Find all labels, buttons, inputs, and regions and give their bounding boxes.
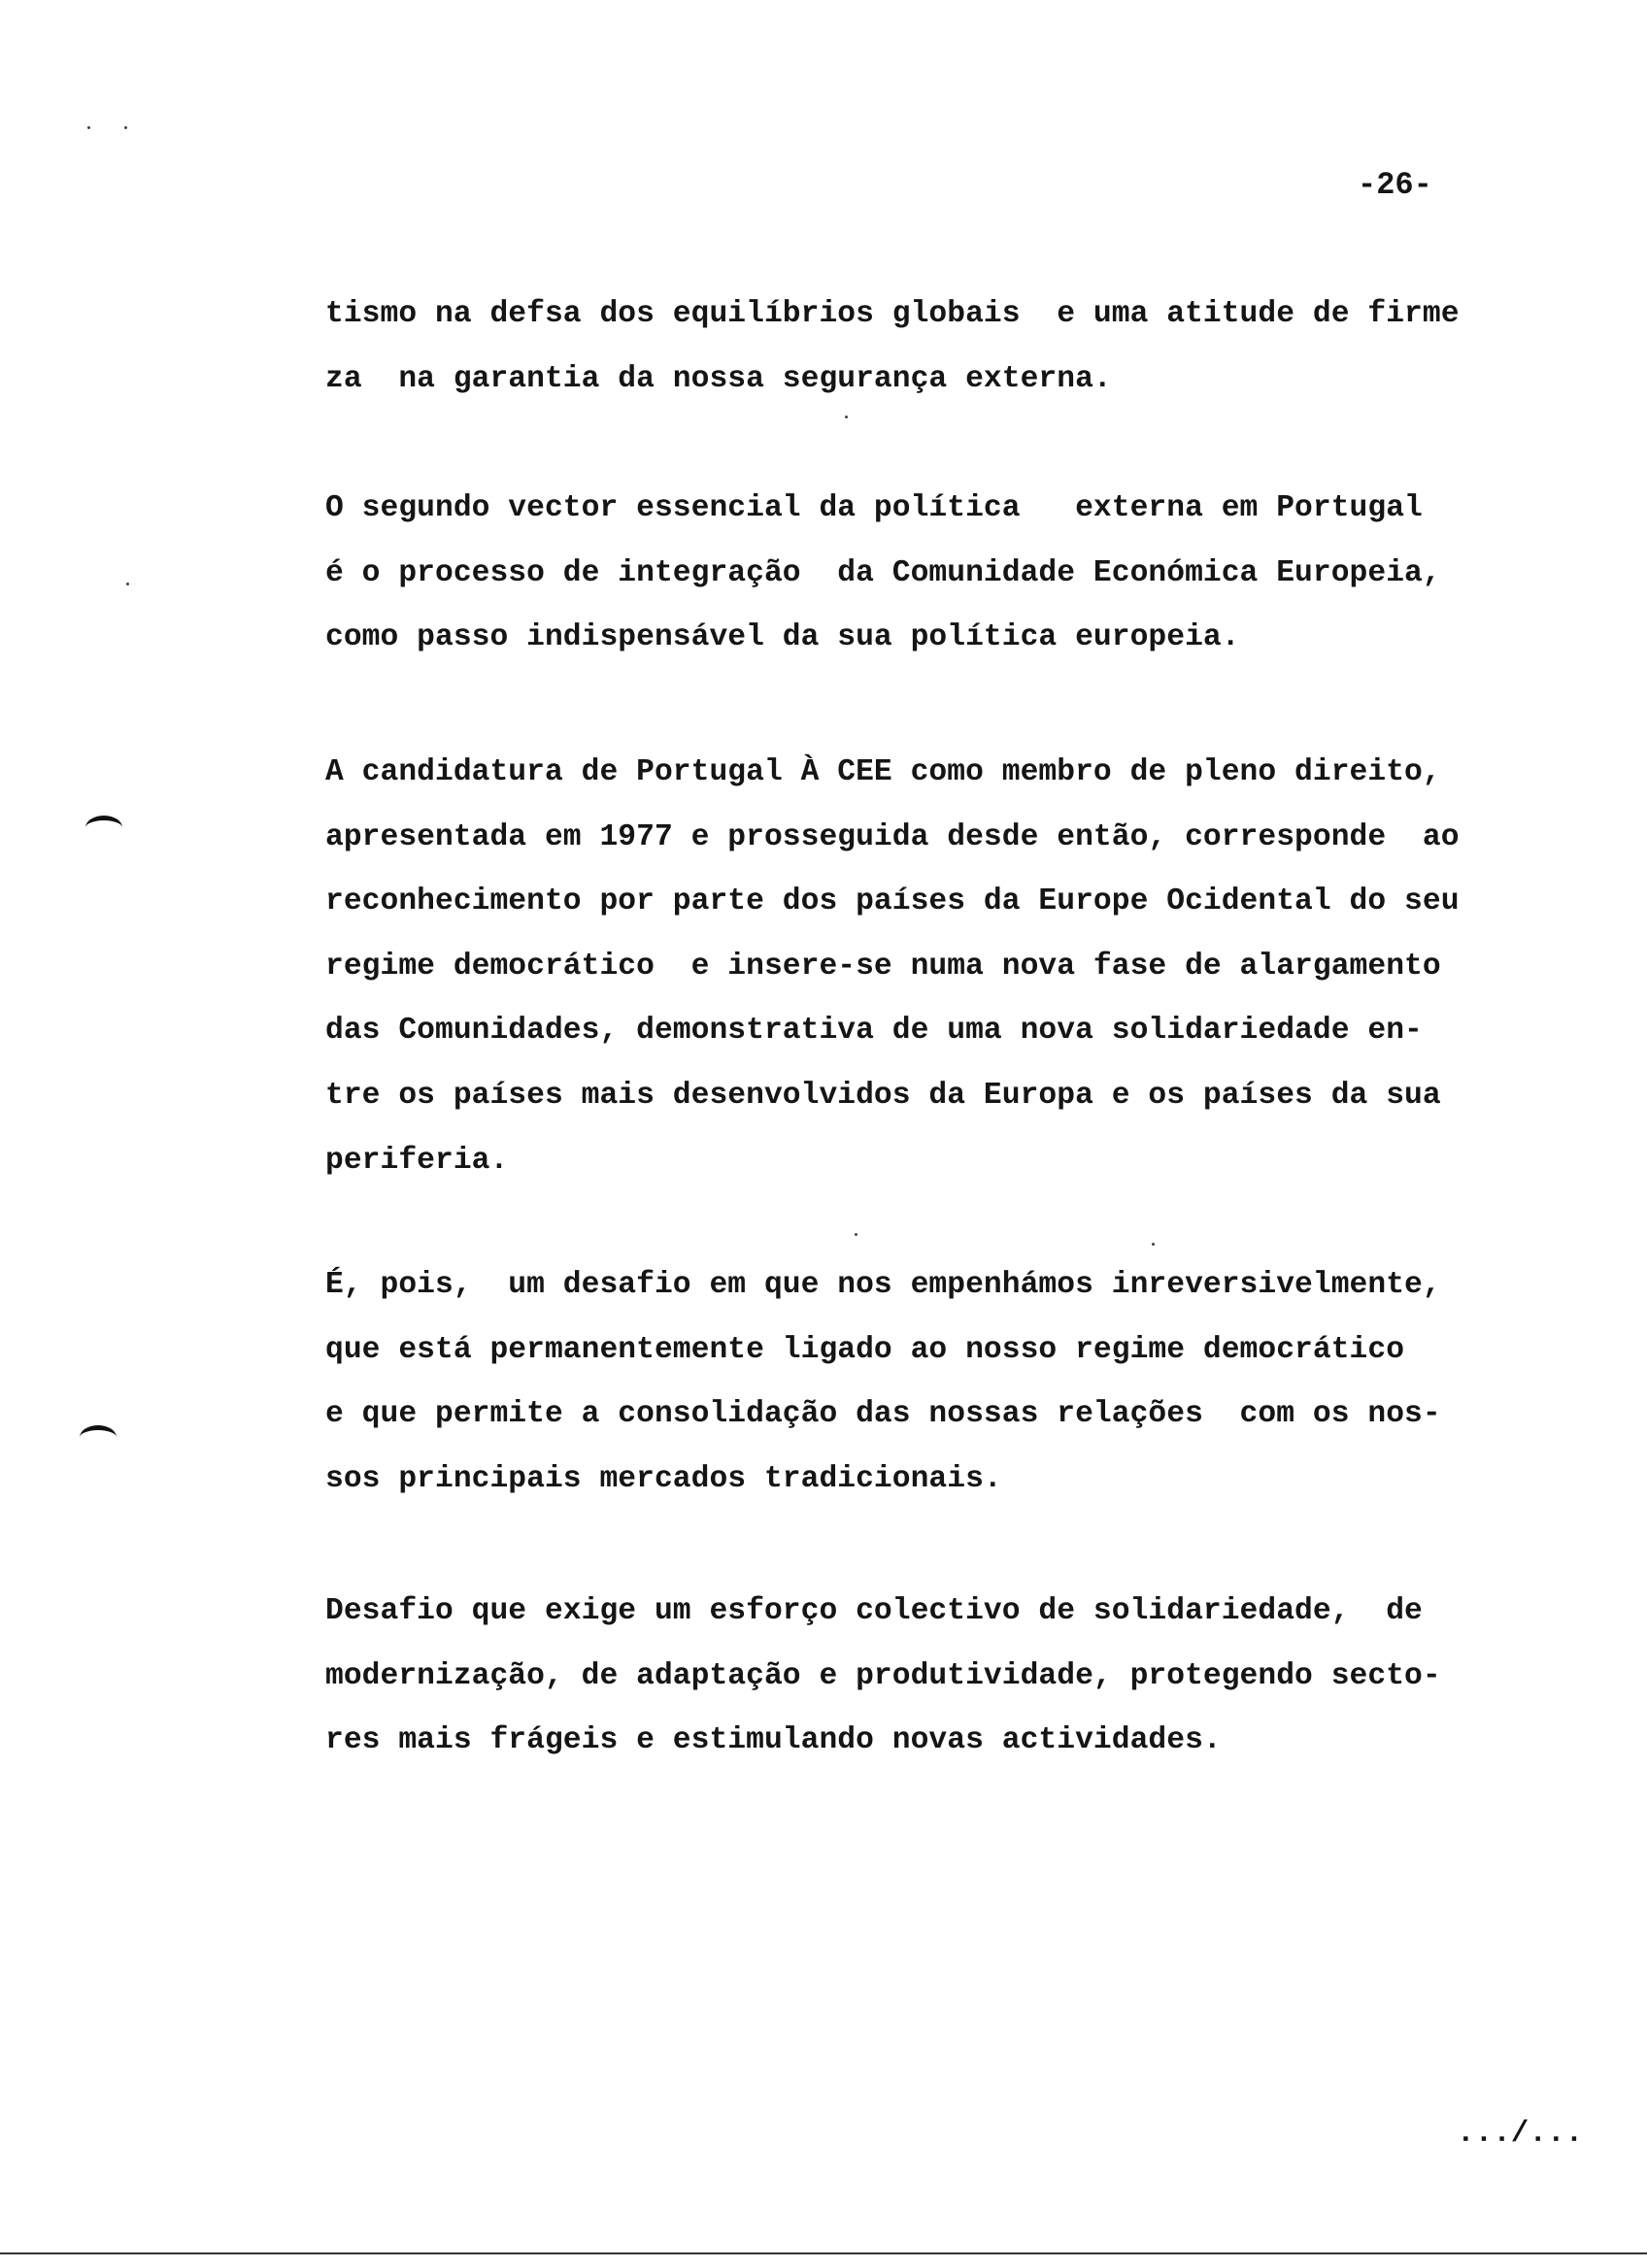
text-line: tre os países mais desenvolvidos da Europa e os países da sua (325, 1078, 1441, 1113)
paragraph-1 (325, 283, 1460, 412)
page-number: -26- (1358, 167, 1432, 203)
text-line: Desafio que exige um esforço colectivo de solidariedade, de (325, 1594, 1423, 1628)
text-line: apresentada em 1977 e prosseguida desde então, corresponde ao (325, 819, 1460, 854)
text-line: O segundo vector essencial da política externa em Portugal (325, 491, 1423, 525)
text-line: é o processo de integração da Comunidade Económica Europeia, (325, 555, 1441, 590)
text-line: É, pois, um desafio em que nos empenhámos inreversivelmente, (325, 1268, 1441, 1302)
text-line: tismo na defsa dos equilíbrios globais e uma atitude de firme (325, 297, 1460, 331)
paragraph-2 (325, 477, 1441, 671)
punch-hole-mark (80, 1425, 117, 1450)
text-line: A candidatura de Portugal À CEE como membro de pleno direito, (325, 755, 1441, 789)
scan-speck (126, 583, 129, 585)
text-line: regime democrático e insere-se numa nova fase de alargamento (325, 949, 1441, 984)
paragraph-5 (325, 1580, 1441, 1774)
text-line: za na garantia da nossa segurança externa. (325, 361, 1112, 396)
scan-speck (1152, 1243, 1155, 1246)
scan-speck (87, 126, 90, 129)
text-line: das Comunidades, demonstrativa de uma nova solidariedade en- (325, 1014, 1423, 1049)
page-bottom-edge (0, 2252, 1647, 2254)
text-line: reconhecimento por parte dos países da Europe Ocidental do seu (325, 884, 1460, 919)
paragraph-3 (325, 741, 1460, 1193)
paragraph-4 (325, 1253, 1441, 1512)
text-line: periferia. (325, 1143, 509, 1178)
text-line: que está permanentemente ligado ao nosso regime democrático (325, 1332, 1405, 1367)
continuation-marker: .../... (1457, 2117, 1584, 2151)
text-line: como passo indispensável da sua política europeia. (325, 620, 1240, 655)
scan-speck (845, 416, 848, 418)
scan-speck (855, 1233, 857, 1236)
punch-hole-mark (85, 816, 122, 840)
text-line: e que permite a consolidação das nossas relações com os nos- (325, 1397, 1441, 1432)
text-line: modernização, de adaptação e produtividade, protegendo secto- (325, 1658, 1441, 1693)
text-line: sos principais mercados tradicionais. (325, 1461, 1002, 1496)
text-line: res mais frágeis e estimulando novas actividades. (325, 1723, 1222, 1758)
scan-speck (124, 126, 127, 129)
